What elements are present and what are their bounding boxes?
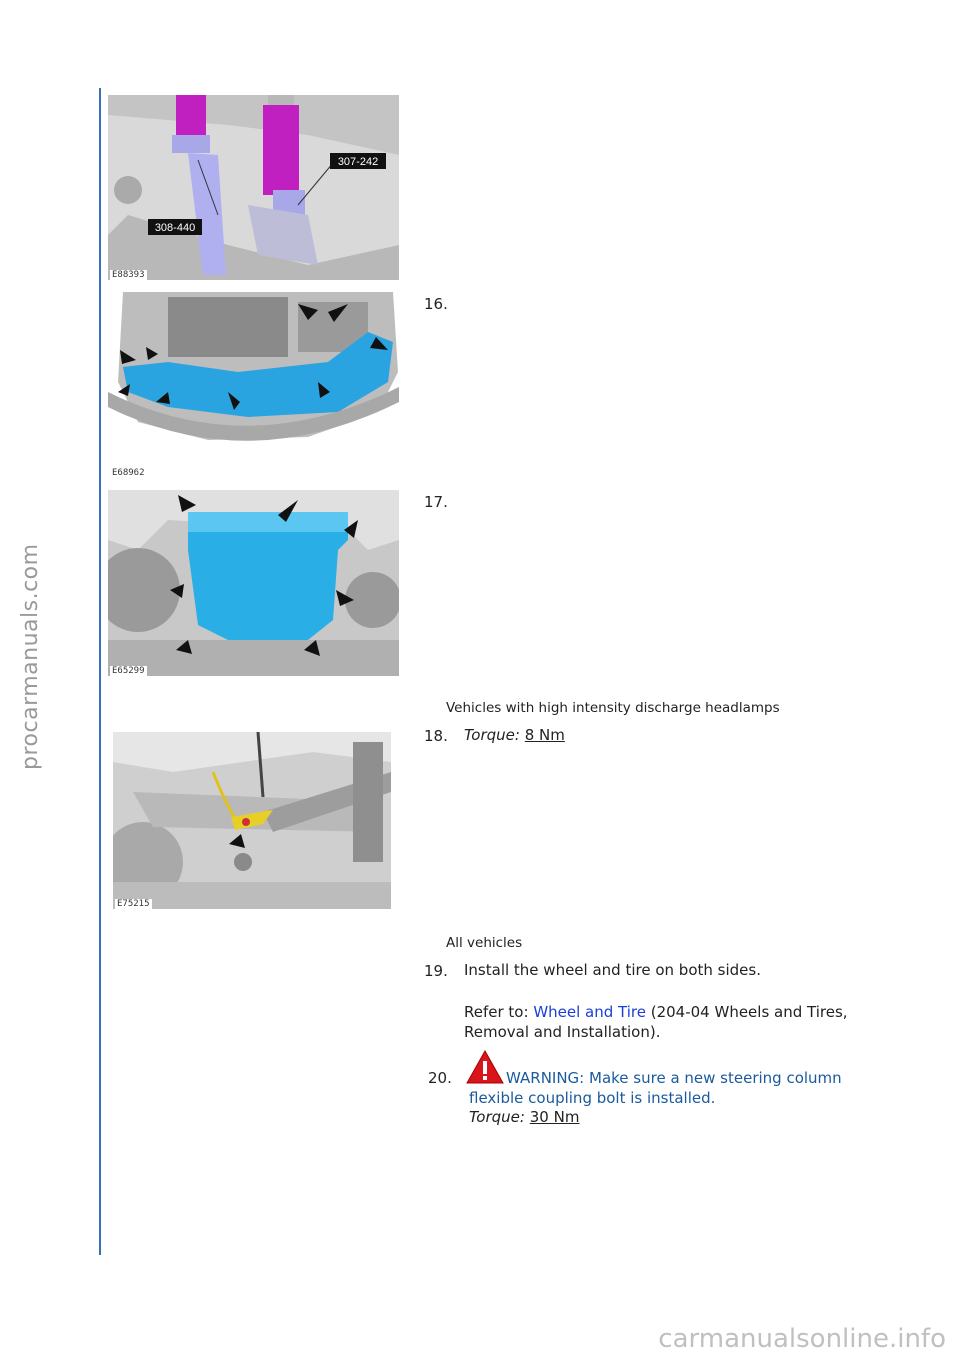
step-number-16: 16.	[424, 295, 448, 313]
side-watermark: procarmanuals.com	[18, 543, 43, 770]
warning-line-2: flexible coupling bolt is installed.	[469, 1089, 716, 1107]
vehicle-condition-all: All vehicles	[446, 935, 523, 951]
step-20-warning-cont	[469, 1088, 715, 1108]
reference-prefix: Refer to:	[464, 1003, 534, 1021]
figure-headlamp-sensor-link	[113, 732, 391, 909]
step-19-reference	[464, 1002, 848, 1042]
step-18-torque	[464, 725, 565, 745]
figure-code: E88393	[112, 270, 145, 280]
torque-label: Torque:	[469, 1108, 525, 1126]
step-20-warning	[506, 1068, 842, 1088]
warning-icon	[466, 1050, 504, 1084]
sensor-link-illustration	[113, 732, 391, 909]
figure-splash-shield-lower	[108, 490, 399, 676]
lower-shield-illustration	[108, 490, 399, 676]
step-19-text: Install the wheel and tire on both sides.	[464, 961, 761, 979]
step-number-18: 18.	[424, 727, 448, 745]
torque-value: 8 Nm	[524, 726, 565, 744]
callout-307-242: 307-242	[337, 156, 379, 168]
step-number-17: 17.	[424, 493, 448, 511]
figure-special-tools	[108, 95, 399, 280]
figure-splash-shield-front	[108, 292, 399, 478]
torque-value: 30 Nm	[529, 1108, 580, 1126]
figure-code: E68962	[112, 468, 145, 478]
step-20-torque	[469, 1107, 579, 1127]
callout-308-440: 308-440	[154, 222, 196, 234]
warning-line-1: WARNING: Make sure a new steering column	[506, 1069, 842, 1087]
figure-code: E65299	[112, 666, 145, 676]
reference-suffix-2: Removal and Installation).	[464, 1023, 661, 1041]
wheel-and-tire-link[interactable]: Wheel and Tire	[533, 1003, 646, 1021]
step-number-20: 20.	[428, 1069, 452, 1087]
figure-code: E75215	[117, 899, 150, 909]
bottom-watermark: carmanualsonline.info	[658, 1324, 946, 1354]
step-number-19: 19.	[424, 962, 448, 980]
splash-shield-illustration	[108, 292, 399, 478]
special-tools-illustration	[108, 95, 399, 280]
torque-label: Torque:	[464, 726, 520, 744]
reference-suffix: (204-04 Wheels and Tires,	[645, 1003, 848, 1021]
left-margin-rule	[99, 88, 101, 1255]
vehicle-condition-hid: Vehicles with high intensity discharge headlamps	[446, 700, 780, 716]
